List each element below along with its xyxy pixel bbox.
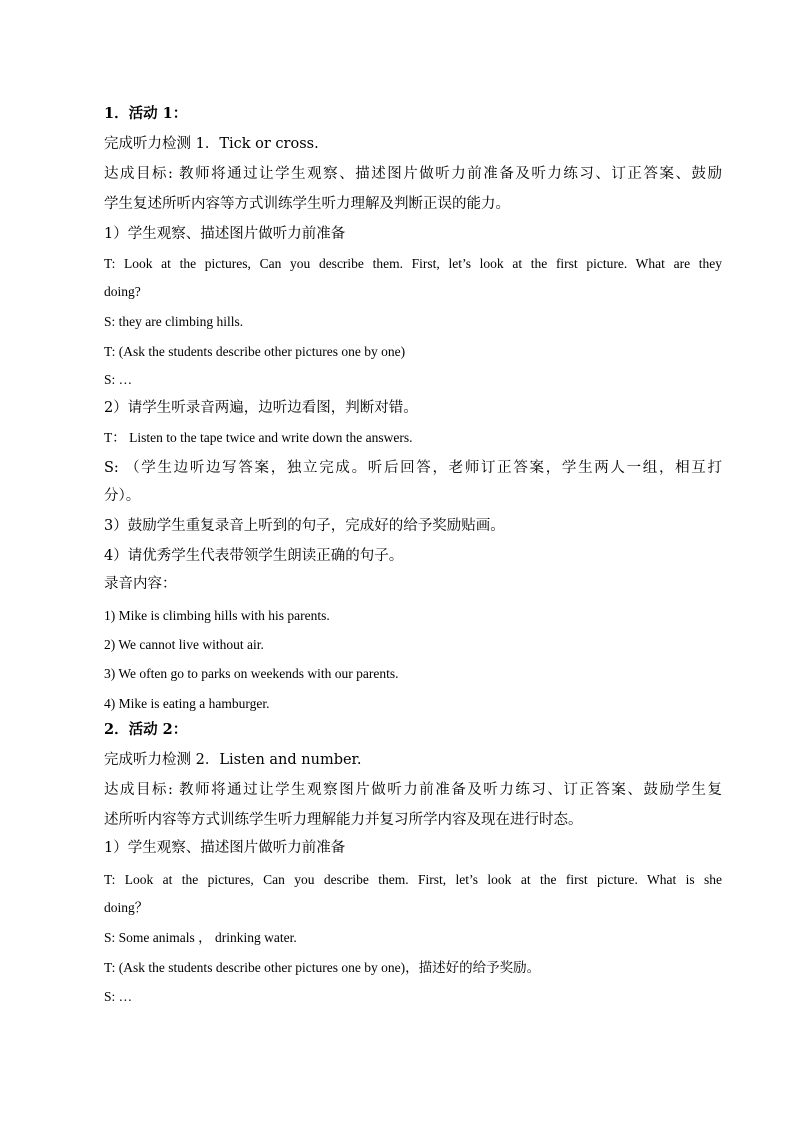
teacher-line-4a: T: Look at the pictures, Can you describe them. First, let’s look at the first picture. What is she bbox=[104, 872, 722, 887]
goal-line-2b: 述所听内容等方式训练学生听力理解能力并复习所学内容及现在进行时态。 bbox=[104, 812, 583, 828]
student-line-5: S: … bbox=[104, 989, 133, 1004]
task-line-1: 完成听力检测 1．Tick or cross. bbox=[104, 136, 319, 152]
teacher-line-4b: doing？ bbox=[104, 900, 149, 915]
step-3-heading: 3）鼓励学生重复录音上听到的句子，完成好的给予奖励贴画。 bbox=[104, 518, 505, 534]
goal-line-1a: 达成目标: 教师将通过让学生观察、描述图片做听力前准备及听力练习、订正答案、鼓励 bbox=[104, 166, 722, 182]
teacher-line-1a: T: Look at the pictures, Can you describe them. First, let’s look at the first picture. What are they bbox=[104, 256, 722, 271]
section-heading-activity-2: 2．活动 2： bbox=[104, 721, 188, 738]
student-line-3b: 分）。 bbox=[104, 488, 141, 504]
section-heading-activity-1: 1．活动 1： bbox=[104, 105, 188, 122]
teacher-line-1b: doing? bbox=[104, 284, 141, 299]
student-line-1: S: they are climbing hills. bbox=[104, 314, 244, 329]
recording-content-label: 录音内容： bbox=[104, 576, 177, 592]
recording-item-4: 4) Mike is eating a hamburger. bbox=[104, 696, 270, 711]
recording-item-3: 3) We often go to parks on weekends with our parents. bbox=[104, 666, 399, 681]
teacher-line-5: T: (Ask the students describe other pictures one by one)，描述好的给予奖励。 bbox=[104, 960, 541, 975]
step-4-heading: 4）请优秀学生代表带领学生朗读正确的句子。 bbox=[104, 548, 404, 564]
teacher-line-2: T: (Ask the students describe other pictures one by one) bbox=[104, 344, 406, 359]
step-2-heading: 2）请学生听录音两遍，边听边看图，判断对错。 bbox=[104, 400, 418, 416]
student-line-4: S: Some animals ， drinking water. bbox=[104, 930, 297, 945]
recording-item-1: 1) Mike is climbing hills with his parents. bbox=[104, 608, 330, 623]
teacher-line-3: T： Listen to the tape twice and write down the answers. bbox=[104, 430, 413, 445]
task-line-2: 完成听力检测 2．Listen and number. bbox=[104, 752, 362, 768]
recording-item-2: 2) We cannot live without air. bbox=[104, 637, 264, 652]
step-1-heading: 1）学生观察、描述图片做听力前准备 bbox=[104, 226, 346, 242]
goal-line-1b: 学生复述所听内容等方式训练学生听力理解及判断正误的能力。 bbox=[104, 196, 510, 212]
step-1b-heading: 1）学生观察、描述图片做听力前准备 bbox=[104, 840, 346, 856]
student-line-3a: S: （学生边听边写答案，独立完成。听后回答，老师订正答案，学生两人一组，相互打 bbox=[104, 460, 722, 476]
student-line-2: S: … bbox=[104, 372, 133, 387]
goal-line-2a: 达成目标: 教师将通过让学生观察图片做听力前准备及听力练习、订正答案、鼓励学生复 bbox=[104, 782, 722, 798]
